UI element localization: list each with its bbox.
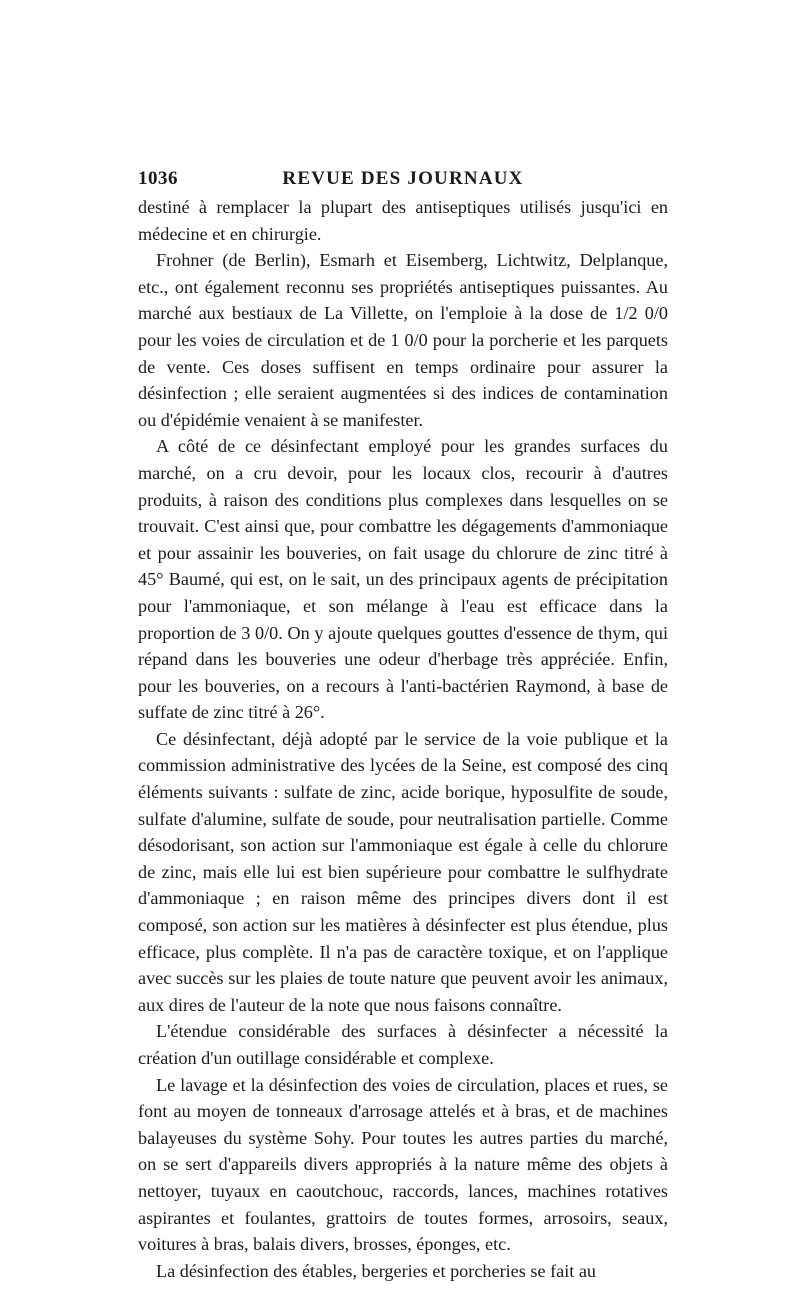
paragraph: A côté de ce désinfectant employé pour les grandes surfaces du marché, on a cru devoir, pour les locaux clos, recourir à d'autres produits, à raison des conditions plus complexes dans lesquelles on se trouvait. C'est ainsi que, pour combattre les dégagements d'ammoniaque et pour assainir les bouveries, on fait usage du chlorure de zinc titré à 45° Baumé, qui est, on le sait, un des principaux agents de précipitation pour l'ammoniaque, et son mélange à l'eau est efficace dans la proportion de 3 0/0. On y ajoute quelques gouttes d'essence de thym, qui répand dans les bouveries une odeur d'herbage très appréciée. Enfin, pour les bouveries, on a recours à l'anti-bactérien Raymond, à base de suffate de zinc titré à 26°.: [138, 436, 668, 723]
body-text: [138, 194, 668, 1284]
paragraph-last-line: La désinfection des étables, bergeries et porcheries se fait au: [156, 1260, 597, 1281]
running-title: REVUE DES JOURNAUX: [282, 168, 524, 189]
paragraph: Le lavage et la désinfection des voies de circulation, places et rues, se font au moyen de tonneaux d'arrosage attelés et à bras, et de machines balayeuses du système Sohy. Pour toutes les autres parties du marché, on se sert d'appareils divers appropriés à la nature même des objets à nettoyer, tuyaux en caoutchouc, raccords, lances, machines rotatives aspirantes et foulantes, grattoirs de toutes formes, arrosoirs, seaux, voitures à bras, balais divers, brosses, éponges, etc.: [138, 1074, 668, 1255]
page-number: 1036: [138, 168, 178, 189]
paragraph-continuation: destiné à remplacer la plupart des antiseptiques utilisés jusqu'ici en médecine et en chirurgie.: [138, 197, 668, 244]
paragraph: Ce désinfectant, déjà adopté par le service de la voie publique et la commission administrative des lycées de la Seine, est composé des cinq éléments suivants : sulfate de zinc, acide borique, hyposulfite de soude, sulfate d'alumine, sulfate de soude, pour neutralisation partielle. Comme désodorisant, son action sur l'ammoniaque est égale à celle du chlorure de zinc, mais elle lui est bien supérieure pour combattre le sulfhydrate d'ammoniaque ; en raison même des principes divers dont il est composé, son action sur les matières à désinfecter est plus étendue, plus efficace, plus complète. Il n'a pas de caractère toxique, et on l'applique avec succès sur les plaies de toute nature que peuvent avoir les animaux, aux dires de l'auteur de la note que nous faisons connaître.: [138, 728, 668, 1015]
paragraph: L'étendue considérable des surfaces à désinfecter a nécessité la création d'un outillage considérable et complexe.: [138, 1021, 668, 1068]
paragraph: Frohner (de Berlin), Esmarh et Eisemberg, Lichtwitz, Delplanque, etc., ont également reconnu ses propriétés antiseptiques puissantes. Au marché aux bestiaux de La Villette, on l'emploie à la dose de 1/2 0/0 pour les voies de circulation et de 1 0/0 pour la porcherie et les parquets de vente. Ces doses suffisent en temps ordinaire pour assurer la désinfection ; elle seraient augmentées si des indices de contamination ou d'épidémie venaient à se manifester.: [138, 250, 668, 430]
document-page: [138, 168, 668, 1284]
page-header: [138, 168, 668, 194]
